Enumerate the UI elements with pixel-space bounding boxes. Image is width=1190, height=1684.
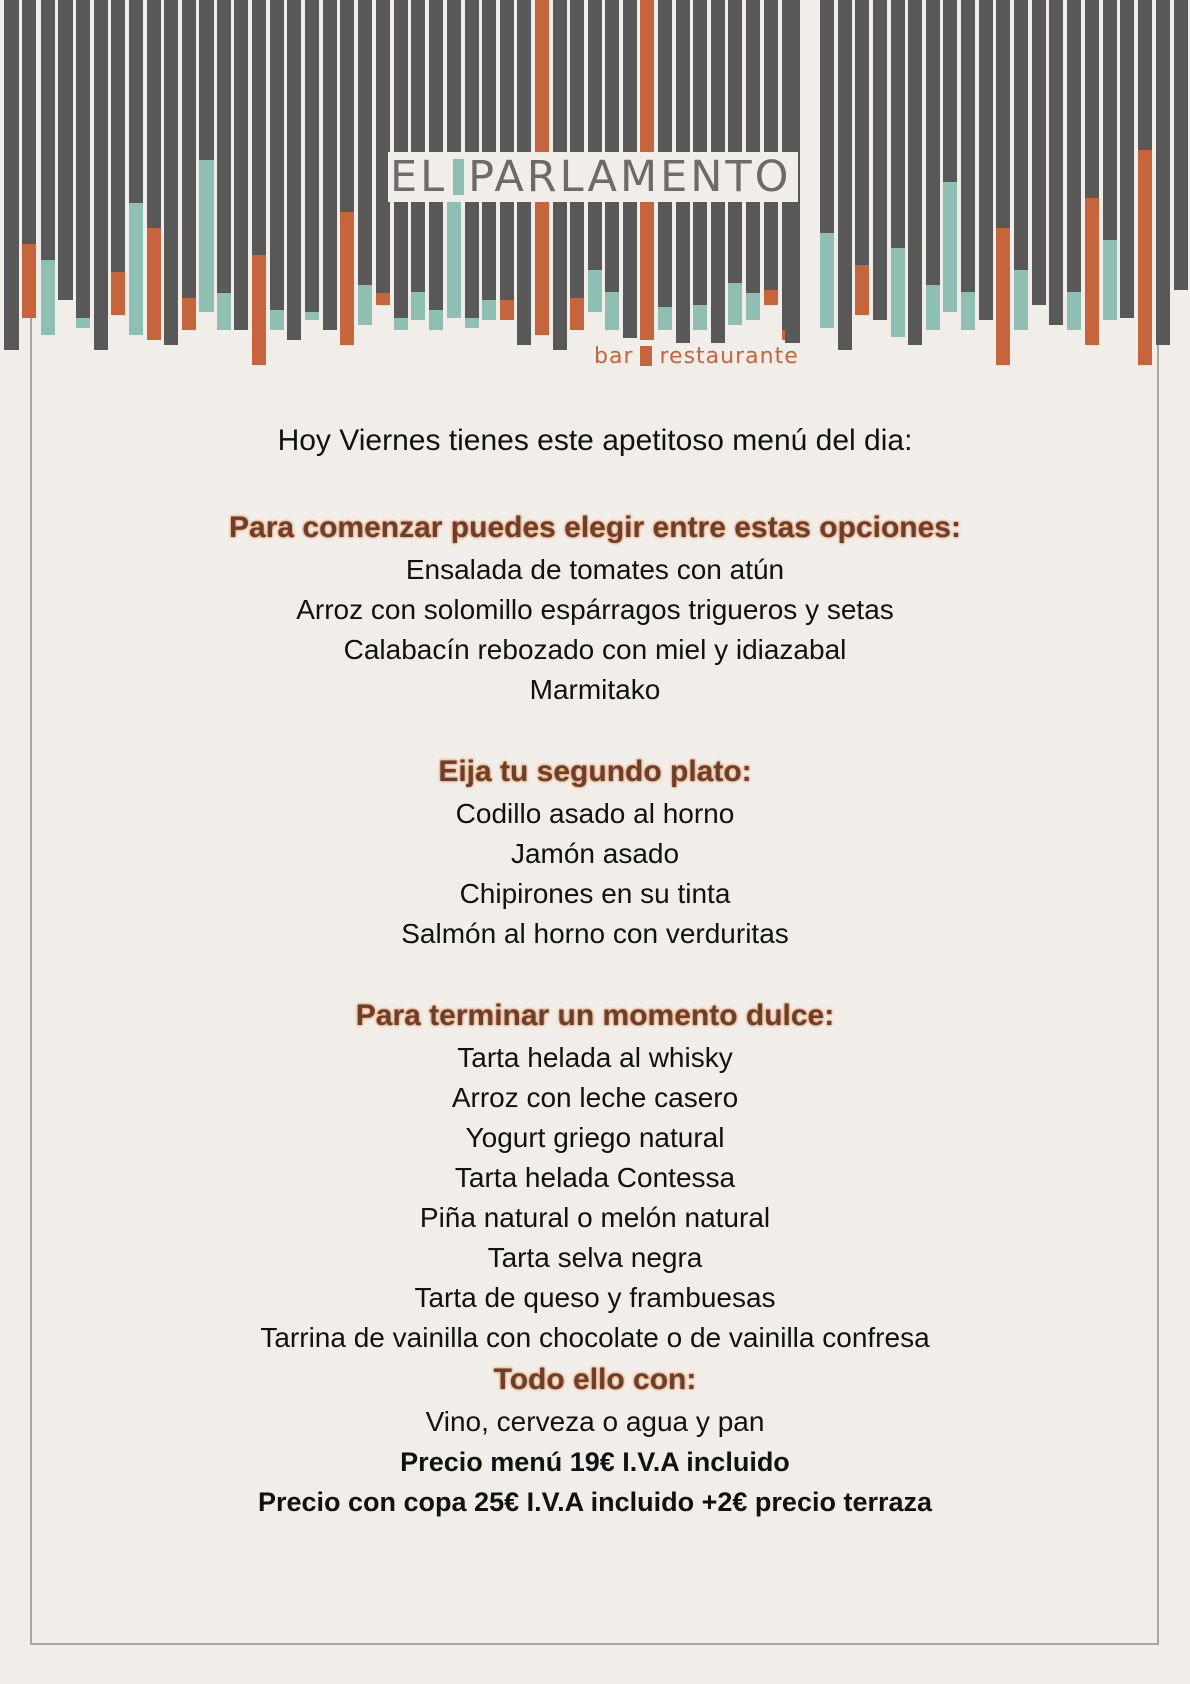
logo-bar — [411, 292, 425, 320]
logo-bar — [838, 0, 852, 350]
logo-bar — [199, 0, 214, 160]
logo-sub-bar: bar — [594, 344, 634, 369]
logo-bar — [1049, 0, 1063, 325]
logo-bar — [500, 300, 514, 320]
logo-bar — [447, 0, 461, 152]
logo-bar — [287, 0, 301, 340]
dessert-item: Tarrina de vainilla con chocolate o de vainilla confresa — [260, 1322, 930, 1353]
logo-bar — [94, 0, 108, 350]
logo-bar — [252, 0, 266, 255]
logo-bar — [996, 228, 1010, 365]
dessert-item: Yogurt griego natural — [465, 1122, 725, 1153]
logo-bar — [676, 0, 690, 290]
logo-bar — [358, 285, 372, 325]
logo-bar — [182, 298, 196, 330]
logo-bar — [340, 212, 354, 345]
logo-bar — [199, 160, 214, 312]
desserts-heading: Para terminar un momento dulce: — [355, 999, 835, 1032]
logo-bar — [129, 203, 143, 335]
main-item: Jamón asado — [510, 838, 680, 869]
logo-bar — [1085, 198, 1099, 345]
logo-bar — [728, 0, 742, 283]
logo-sub-restaurante: restaurante — [659, 344, 799, 369]
logo-bar — [764, 290, 778, 305]
included-heading: Todo ello con: — [493, 1363, 697, 1396]
logo-bar — [996, 0, 1010, 228]
logo-bar — [482, 0, 496, 300]
logo-bar — [623, 305, 637, 338]
starter-item: Ensalada de tomates con atún — [405, 554, 785, 585]
restaurant-logo-title — [388, 152, 798, 202]
logo-bar — [676, 290, 690, 345]
logo-bar — [891, 248, 905, 337]
logo-bar — [323, 0, 337, 330]
logo-bar — [411, 0, 425, 292]
logo-bar — [943, 182, 957, 312]
logo-bar — [376, 293, 390, 305]
logo-bar — [553, 0, 567, 296]
logo-bar — [482, 300, 496, 320]
logo-bar — [728, 283, 742, 325]
logo-bar — [855, 0, 869, 265]
logo-bar — [570, 298, 584, 330]
starter-item: Calabacín rebozado con miel y idiazabal — [343, 634, 847, 665]
logo-bar — [658, 307, 672, 330]
logo-bar — [908, 0, 922, 345]
logo-bar — [517, 307, 531, 345]
logo-bar — [500, 0, 514, 300]
logo-bar — [182, 0, 196, 298]
logo-bar — [111, 272, 125, 315]
logo-bar — [570, 0, 584, 298]
mains-heading: Eija tu segundo plato: — [438, 755, 752, 788]
dessert-item: Tarta helada al whisky — [457, 1042, 733, 1073]
logo-bar — [1138, 0, 1152, 150]
logo-bar — [129, 0, 143, 203]
menu-price: Precio menú 19€ I.V.A incluido — [400, 1447, 790, 1477]
logo-bar — [1174, 0, 1188, 290]
logo-bar — [111, 0, 125, 272]
logo-bar — [926, 0, 940, 285]
logo-bar — [926, 285, 940, 330]
logo-bar — [41, 0, 55, 260]
logo-bar — [1032, 0, 1046, 305]
logo-bar — [217, 293, 231, 330]
logo-bar — [429, 310, 443, 330]
logo-bar — [1156, 0, 1170, 345]
logo-bar — [252, 255, 266, 365]
logo-bar — [605, 292, 619, 330]
dessert-item: Tarta de queso y frambuesas — [414, 1282, 776, 1313]
logo-bar — [873, 0, 887, 320]
logo-bar — [1014, 0, 1028, 270]
logo-bar — [1067, 0, 1081, 292]
logo-bar — [553, 296, 567, 350]
logo-bar — [234, 0, 248, 330]
logo-bar — [588, 270, 602, 312]
logo-bar — [4, 0, 19, 350]
logo-bar — [1138, 150, 1152, 365]
logo-title-el: EL — [390, 152, 448, 202]
logo-bar — [1067, 292, 1081, 330]
logo-bar — [711, 305, 725, 345]
logo-bar — [217, 0, 231, 293]
logo-bar — [164, 0, 178, 345]
logo-bar — [693, 305, 707, 330]
logo-bar — [640, 0, 654, 287]
logo-bar — [640, 287, 654, 340]
logo-bar — [961, 0, 975, 292]
logo-title-parlamento: PARLAMENTO — [468, 152, 792, 202]
logo-bar — [305, 0, 319, 312]
starters-heading: Para comenzar puedes elegir entre estas opciones: — [229, 511, 961, 544]
logo-title-separator — [453, 159, 464, 195]
logo-bar — [588, 0, 602, 270]
logo-bar — [1085, 0, 1099, 198]
included-item: Vino, cerveza o agua y pan — [425, 1406, 765, 1437]
restaurant-logo-subtitle — [590, 343, 803, 371]
logo-bar — [820, 233, 834, 328]
starter-item: Marmitako — [529, 674, 661, 705]
logo-bar — [22, 0, 36, 273]
logo-bar — [1103, 240, 1117, 320]
logo-bar — [535, 0, 549, 298]
logo-bar — [358, 0, 372, 285]
dessert-item: Arroz con leche casero — [451, 1082, 739, 1113]
logo-bar — [22, 244, 36, 318]
logo-sub-block — [640, 346, 652, 366]
logo-bar — [76, 0, 90, 318]
logo-bar — [270, 310, 284, 330]
logo-bar — [376, 0, 390, 293]
dessert-item: Piña natural o melón natural — [419, 1202, 771, 1233]
logo-bar — [41, 260, 55, 335]
main-item: Salmón al horno con verduritas — [401, 918, 789, 949]
logo-bar — [891, 0, 905, 248]
dessert-item: Tarta selva negra — [487, 1242, 703, 1273]
menu-intro: Hoy Viernes tienes este apetitoso menú del dia: — [277, 424, 913, 457]
logo-bar — [961, 292, 975, 330]
daily-menu — [0, 416, 1190, 1522]
logo-bar — [147, 228, 161, 340]
logo-bar — [147, 0, 161, 228]
logo-bar — [855, 265, 869, 315]
logo-bar — [746, 0, 760, 293]
logo-bar — [305, 312, 319, 320]
logo-bar — [76, 318, 90, 328]
logo-bar — [465, 318, 479, 328]
logo-bar — [535, 298, 549, 335]
logo-bar — [746, 293, 760, 320]
logo-bar — [943, 0, 957, 182]
logo-bar — [340, 0, 354, 212]
logo-bar — [820, 0, 834, 233]
logo-bar — [1014, 270, 1028, 330]
logo-bar — [764, 0, 778, 290]
main-item: Codillo asado al horno — [455, 798, 735, 829]
starter-item: Arroz con solomillo espárragos trigueros y setas — [296, 594, 894, 625]
logo-bar — [1120, 0, 1134, 318]
logo-bar — [270, 0, 284, 310]
logo-bar — [1103, 0, 1117, 240]
logo-bar — [979, 0, 993, 320]
logo-bar — [394, 318, 408, 330]
dessert-item: Tarta helada Contessa — [454, 1162, 736, 1193]
main-item: Chipirones en su tinta — [459, 878, 731, 909]
logo-bar — [58, 0, 73, 300]
logo-bar — [605, 0, 619, 292]
menu-price-with-drink: Precio con copa 25€ I.V.A incluido +2€ precio terraza — [257, 1487, 933, 1517]
